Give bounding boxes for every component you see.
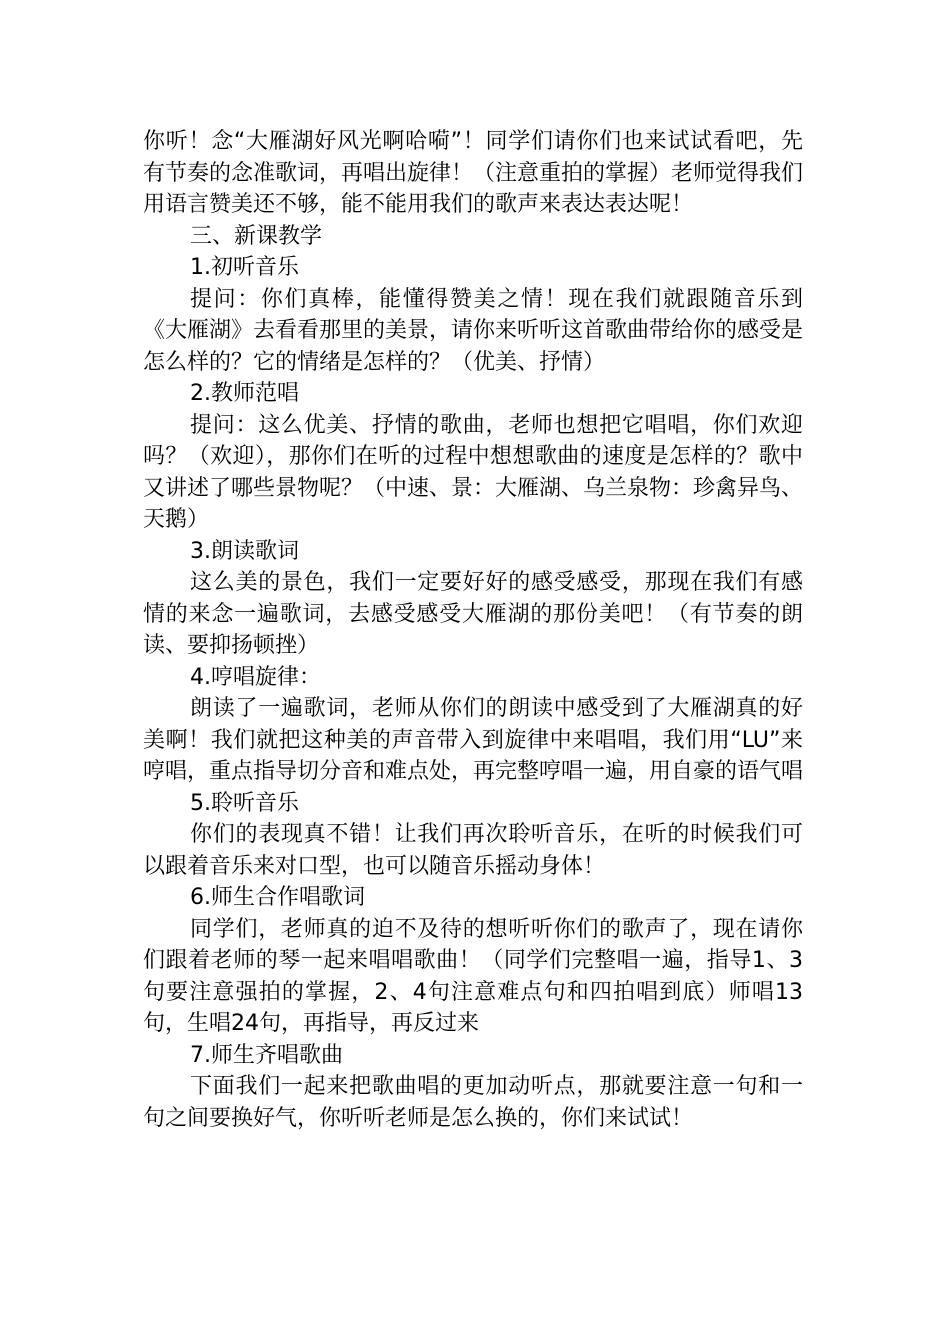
paragraph-step-4: 朗读了一遍歌词，老师从你们的朗读中感受到了大雁湖真的好美啊！我们就把这种美的声音带入到旋律中来唱唱，我们用“LU”来哼唱，重点指导切分音和难点处，再完整哼唱一遍，用自豪的语气唱 xyxy=(143,696,804,784)
step-heading-3: 3.朗读歌词 xyxy=(190,538,299,564)
paragraph-step-2: 提问：这么优美、抒情的歌曲，老师也想把它唱唱，你们欢迎吗？（欢迎），那你们在听的过程中想想歌曲的速度是怎样的？歌中又讲述了哪些景物呢？（中速、景：大雁湖、乌兰泉物：珍禽异鸟、天鹅） xyxy=(143,412,804,532)
step-heading-4: 4.哼唱旋律： xyxy=(190,664,321,690)
document-body xyxy=(143,126,803,1134)
step-heading-2: 2.教师范唱 xyxy=(190,381,299,406)
paragraph-step-5: 你们的表现真不错！让我们再次聆听音乐，在听的时候我们可以跟着音乐来对口型，也可以随音乐摇动身体！ xyxy=(143,822,803,879)
paragraph-step-7: 下面我们一起来把歌曲唱的更加动听点，那就要注意一句和一句之间要换好气，你听听老师是怎么换的，你们来试试！ xyxy=(143,1074,803,1131)
paragraph-step-3: 这么美的景色，我们一定要好好的感受感受，那现在我们有感情的来念一遍歌词，去感受感受大雁湖的那份美吧！（有节奏的朗读、要抑扬顿挫） xyxy=(143,570,803,658)
paragraph-step-6: 同学们，老师真的迫不及待的想听听你们的歌声了，现在请你们跟着老师的琴一起来唱唱歌曲！（同学们完整唱一遍，指导1、3句要注意强拍的掌握，2、4句注意难点句和四拍唱到底）师唱13句，生唱24句，再指导，再反过来 xyxy=(143,916,803,1036)
step-heading-5: 5.聆听音乐 xyxy=(190,790,299,816)
step-heading-7: 7.师生齐唱歌曲 xyxy=(190,1042,343,1068)
step-heading-6: 6.师生合作唱歌词 xyxy=(190,885,365,910)
step-heading-1: 1.初听音乐 xyxy=(190,255,299,280)
paragraph-step-1: 提问：你们真棒，能懂得赞美之情！现在我们就跟随音乐到《大雁湖》去看看那里的美景，请你来听听这首歌曲带给你的感受是怎么样的？它的情绪是怎样的？（优美、抒情） xyxy=(143,286,804,375)
section-heading: 三、新课教学 xyxy=(190,223,323,249)
paragraph-intro: 你听！念“大雁湖好风光啊哈嗬”！同学们请你们也来试试看吧，先有节奏的念准歌词，再唱出旋律！（注意重拍的掌握）老师觉得我们用语言赞美还不够，能不能用我们的歌声来表达表达呢！ xyxy=(143,129,804,217)
